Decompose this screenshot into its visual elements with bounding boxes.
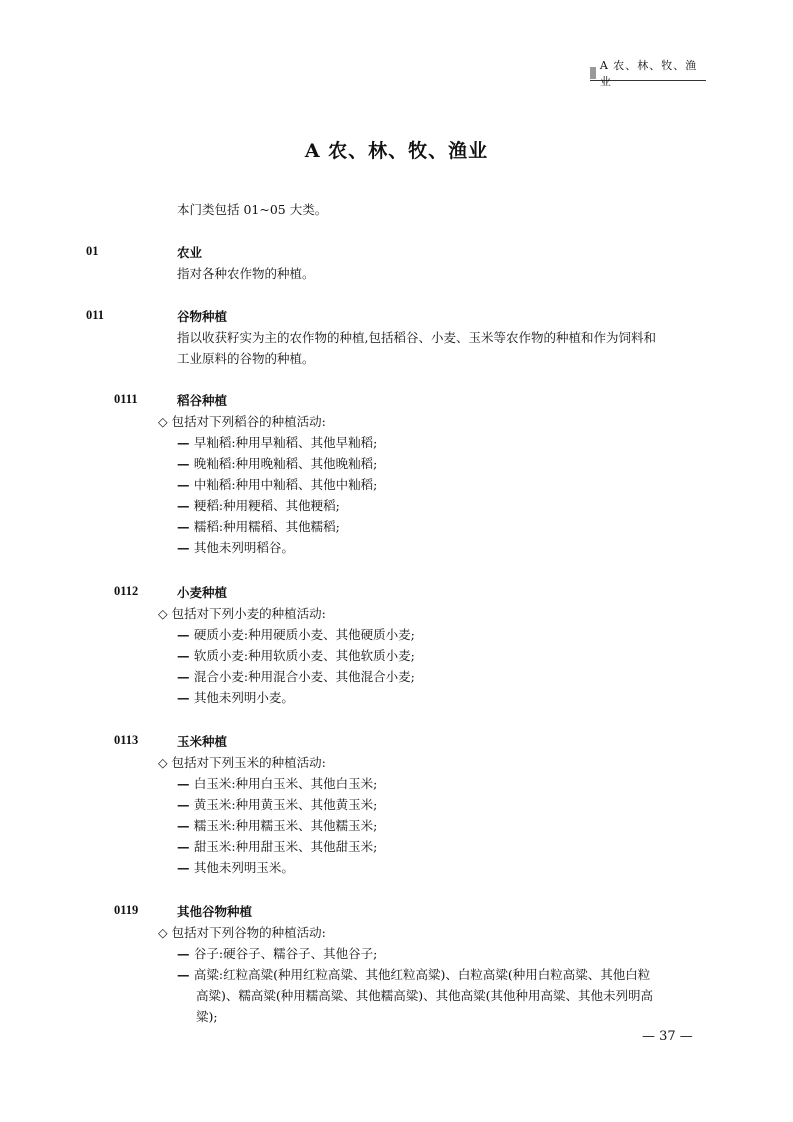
section-desc: 指以收获籽实为主的农作物的种植,包括稻谷、小麦、玉米等农作物的种植和作为饲料和 [177,330,656,345]
section-01 [177,242,315,284]
list-item: — 晚籼稻:种用晚籼稻、其他晚籼稻; [177,453,377,474]
list-item-continuation: 高粱)、糯高粱(种用糯高粱、其他糯高粱)、其他高粱(其他种用高粱、其他未列明高 [196,988,654,1003]
list-item: — 中籼稻:种用中籼稻、其他中籼稻; [177,474,377,495]
section-code: 0119 [114,903,139,917]
section-name: 小麦种植 [177,585,228,600]
section-desc: 工业原料的谷物的种植。 [177,351,315,366]
list-item: — 早籼稻:种用早籼稻、其他早籼稻; [177,432,377,453]
list-item: — 其他未列明小麦。 [177,687,415,708]
list-item: — 其他未列明稻谷。 [177,537,377,558]
list-item: — 粳稻:种用粳稻、其他粳稻; [177,495,377,516]
section-name: 稻谷种植 [177,393,228,408]
header-bar [590,67,596,79]
section-code: 0111 [114,392,138,406]
include-line: ◇ 包括对下列玉米的种植活动: [158,752,377,773]
page-title: A 农、林、牧、渔业 [304,140,489,162]
list-item: — 硬质小麦:种用硬质小麦、其他硬质小麦; [177,624,415,645]
section-011 [177,306,656,369]
list-item: — 糯玉米:种用糯玉米、其他糯玉米; [177,815,377,836]
section-name: 玉米种植 [177,734,228,749]
list-item: — 混合小麦:种用混合小麦、其他混合小麦; [177,666,415,687]
include-line: ◇ 包括对下列谷物的种植活动: [158,922,653,943]
section-code: 0113 [114,733,139,747]
list-item: — 高粱:红粒高粱(种用红粒高粱、其他红粒高粱)、白粒高粱(种用白粒高粱、其他白粒 [177,964,653,985]
list-item-continuation: 粱); [196,1009,218,1024]
list-item: — 糯稻:种用糯稻、其他糯稻; [177,516,377,537]
list-item: — 甜玉米:种用甜玉米、其他甜玉米; [177,836,377,857]
section-code: 011 [86,308,105,322]
section-code: 01 [86,244,99,258]
section-code: 0112 [114,584,139,598]
intro-text: 本门类包括 01~05 大类。 [177,202,328,217]
section-name: 谷物种植 [177,309,228,324]
list-item: — 谷子:硬谷子、糯谷子、其他谷子; [177,943,653,964]
running-header [590,59,706,88]
include-line: ◇ 包括对下列小麦的种植活动: [158,603,415,624]
list-item: — 黄玉米:种用黄玉米、其他黄玉米; [177,794,377,815]
list-item: — 软质小麦:种用软质小麦、其他软质小麦; [177,645,415,666]
running-title: A 农、林、牧、渔业 [599,59,698,88]
section-0112 [158,582,415,708]
section-name: 农业 [177,245,203,260]
section-0111 [158,390,377,558]
list-item: — 其他未列明玉米。 [177,857,377,878]
section-0119 [158,901,653,1027]
list-item: — 白玉米:种用白玉米、其他白玉米; [177,773,377,794]
section-0113 [158,731,377,878]
page-number: — 37 — [642,1029,693,1044]
section-name: 其他谷物种植 [177,904,253,919]
section-desc: 指对各种农作物的种植。 [177,266,315,281]
include-line: ◇ 包括对下列稻谷的种植活动: [158,411,377,432]
